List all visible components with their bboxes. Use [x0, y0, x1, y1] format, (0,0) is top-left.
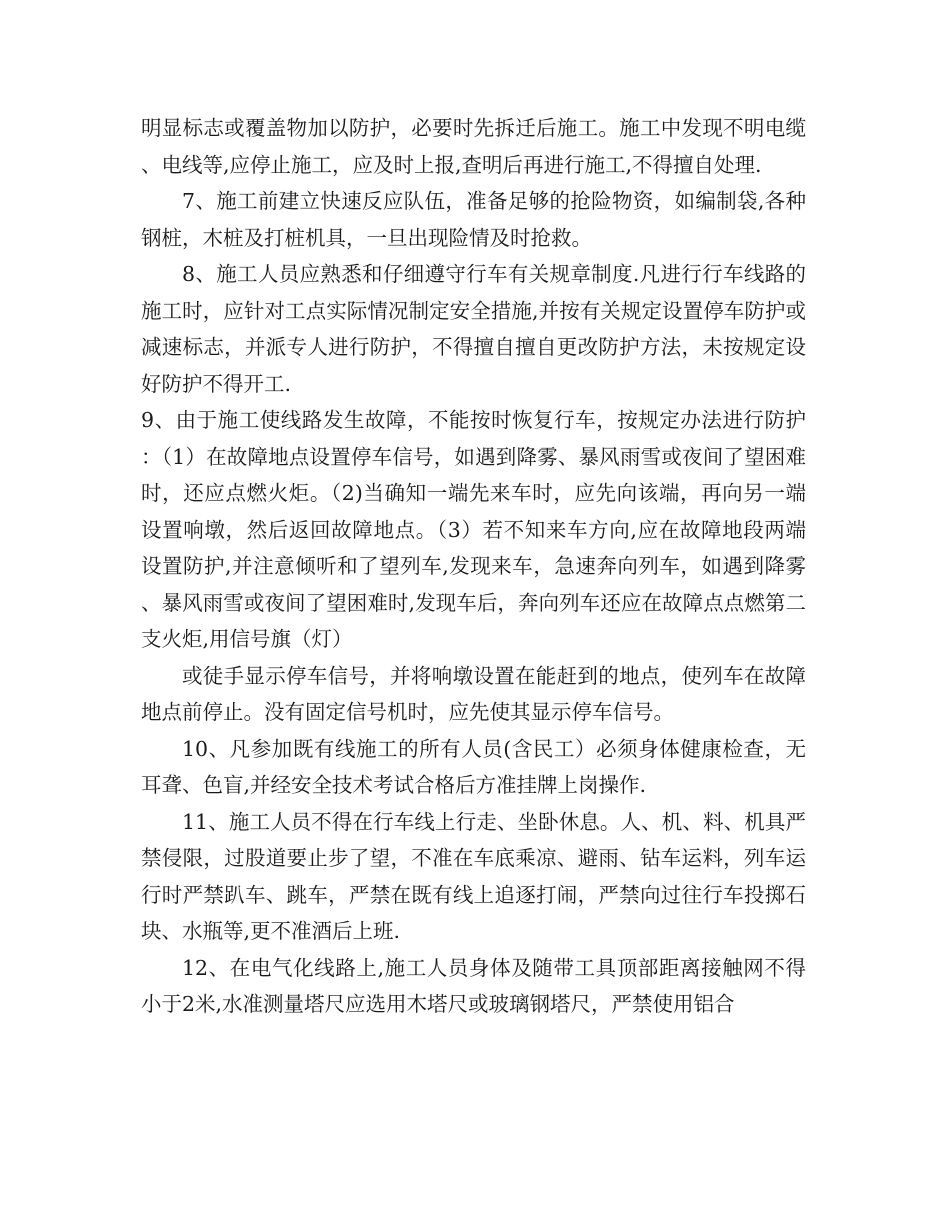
paragraph-item-9: 9、由于施工使线路发生故障，不能按时恢复行车，按规定办法进行防护：（1）在故障地点设置停车信号，如遇到降雾、暴风雨雪或夜间了望困难时，还应点燃火炬。（2)当确知一端先来车时，应先向该端，再向另一端设置响墩，然后返回故障地点。（3）若不知来车方向,应在故障地段两端设置防护,并注意倾听和了望列车,发现来车，急速奔向列车，如遇到降雾、暴风雨雪或夜间了望困难时,发现车后，奔向列车还应在故障点点燃第二支火炬,用信号旗（灯）	[141, 408, 806, 651]
paragraph-item-10: 10、凡参加既有线施工的所有人员(含民工）必须身体健康检查，无耳聋、色盲,并经安全技术考试合格后方准挂牌上岗操作.	[141, 736, 806, 797]
paragraph-item-12: 12、在电气化线路上,施工人员身体及随带工具顶部距离接触网不得小于2米,水准测量塔尺应选用木塔尺或玻璃钢塔尺，严禁使用铝合	[141, 955, 806, 1016]
paragraph-item-8: 8、施工人员应熟悉和仔细遵守行车有关规章制度.凡进行行车线路的施工时，应针对工点实际情况制定安全措施,并按有关规定设置停车防护或减速标志，并派专人进行防护，不得擅自擅自更改防护方法，未按规定设好防护不得开工.	[141, 262, 806, 396]
paragraph-item-11: 11、施工人员不得在行车线上行走、坐卧休息。人、机、料、机具严禁侵限，过股道要止步了望，不准在车底乘凉、避雨、钻车运料，列车运行时严禁趴车、跳车，严禁在既有线上追逐打闹，严禁向过往行车投掷石块、水瓶等,更不准酒后上班.	[141, 809, 806, 943]
paragraph-item-9-continued: 或徒手显示停车信号，并将响墩设置在能赶到的地点，使列车在故障地点前停止。没有固定信号机时，应先使其显示停车信号。	[141, 663, 806, 724]
document-body	[141, 110, 806, 1023]
paragraph-item-7: 7、施工前建立快速反应队伍，准备足够的抢险物资，如编制袋,各种钢桩，木桩及打桩机具，一旦出现险情及时抢救。	[141, 189, 806, 250]
paragraph-continuation: 明显标志或覆盖物加以防护，必要时先拆迁后施工。施工中发现不明电缆、电线等,应停止施工，应及时上报,查明后再进行施工,不得擅自处理.	[141, 116, 806, 177]
